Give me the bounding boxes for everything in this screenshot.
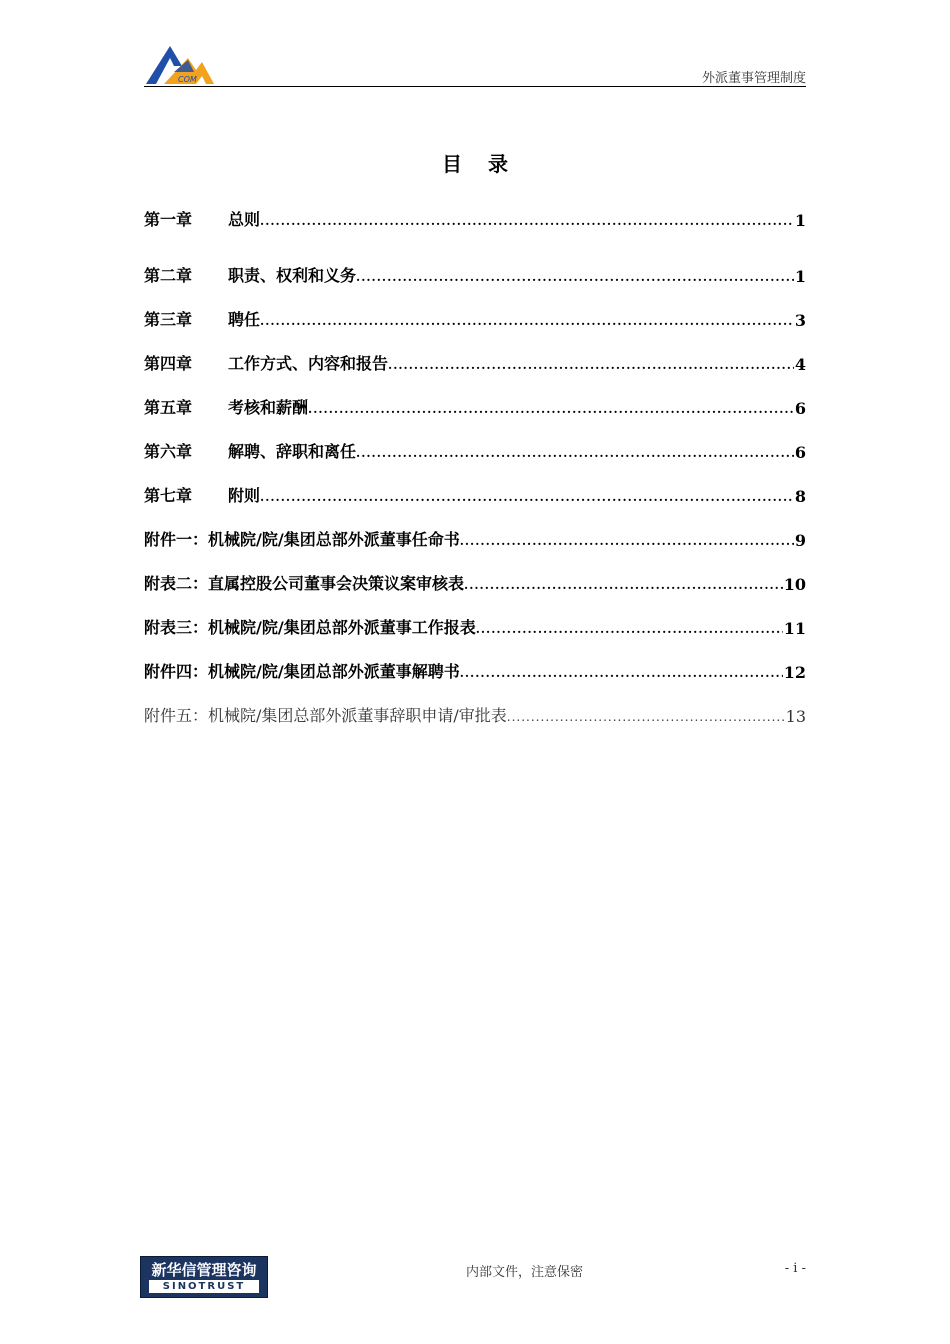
toc-leader-dots	[388, 359, 794, 374]
toc-chapter: 第五章	[144, 398, 193, 417]
toc-leader-dots	[260, 215, 794, 230]
toc-entry-8[interactable]	[144, 524, 806, 550]
toc-chapter: 第四章	[144, 354, 193, 373]
footer-logo-cn: 新华信管理咨询	[151, 1261, 257, 1279]
toc-leader-dots	[460, 667, 783, 682]
toc-entry-7[interactable]	[144, 480, 806, 506]
toc-page-number: 6	[794, 443, 806, 462]
footer-confidential-note: 内部文件，注意保密	[466, 1265, 584, 1280]
toc-leader-dots	[464, 579, 783, 594]
toc-entry-title: 附件五：机械院/集团总部外派董事辞职申请/审批表	[144, 706, 507, 725]
header-title: 外派董事管理制度	[701, 71, 806, 86]
toc-page-number: 6	[794, 399, 806, 418]
toc-entry-6[interactable]	[144, 436, 806, 462]
toc-chapter: 第七章	[144, 486, 193, 505]
toc-entry-3[interactable]	[144, 304, 806, 330]
toc-entry-11[interactable]	[144, 656, 806, 682]
toc-entry-9[interactable]	[144, 568, 806, 594]
toc-leader-dots	[507, 711, 785, 726]
toc-entry-2[interactable]	[144, 260, 806, 286]
toc-leader-dots	[460, 535, 794, 550]
toc-leader-dots	[260, 315, 794, 330]
mountain-com-logo-icon	[144, 42, 216, 86]
toc-page-number: 9	[794, 531, 806, 550]
page-header	[144, 40, 806, 87]
toc-leader-dots	[308, 403, 794, 418]
toc-page-number: 8	[794, 487, 806, 506]
toc-page-number: 13	[785, 707, 806, 726]
toc-entry-5[interactable]	[144, 392, 806, 418]
toc-page-number: 1	[794, 267, 806, 286]
toc-leader-dots	[476, 623, 783, 638]
toc-page-number: 1	[794, 211, 806, 230]
toc-entry-10[interactable]	[144, 612, 806, 638]
toc-chapter: 第六章	[144, 442, 193, 461]
toc-entry-title: 附表二：直属控股公司董事会决策议案审核表	[144, 574, 465, 593]
toc-entry-title: 考核和薪酬	[228, 398, 309, 417]
toc-entry-title: 解聘、辞职和离任	[228, 442, 357, 461]
toc-page-number: 11	[783, 619, 806, 638]
toc-entry-title: 附表三：机械院/院/集团总部外派董事工作报表	[144, 618, 476, 637]
toc-entry-4[interactable]	[144, 348, 806, 374]
toc-entry-title: 附件一：机械院/院/集团总部外派董事任命书	[144, 530, 460, 549]
toc-chapter: 第三章	[144, 310, 193, 329]
footer-page-number: - i -	[784, 1261, 806, 1276]
toc-entry-title: 总则	[228, 210, 261, 229]
toc-page-number: 10	[783, 575, 806, 594]
logo-text: COM	[178, 75, 197, 84]
toc-entry-title: 附件四：机械院/院/集团总部外派董事解聘书	[144, 662, 460, 681]
sinotrust-logo	[140, 1256, 268, 1298]
toc-entry-1[interactable]	[144, 204, 806, 230]
toc-entry-title: 附则	[228, 486, 261, 505]
toc-title: 目录	[442, 152, 534, 176]
toc-leader-dots	[356, 271, 794, 286]
toc-entry-title: 工作方式、内容和报告	[228, 354, 389, 373]
toc-chapter: 第一章	[144, 210, 193, 229]
toc-chapter: 第二章	[144, 266, 193, 285]
toc-page-number: 4	[794, 355, 806, 374]
toc-leader-dots	[356, 447, 794, 462]
toc-page-number: 3	[794, 311, 806, 330]
page-footer	[140, 1256, 806, 1300]
toc-entry-12[interactable]	[144, 700, 806, 726]
toc-leader-dots	[260, 491, 794, 506]
toc-page-number: 12	[783, 663, 806, 682]
toc-entry-title: 职责、权利和义务	[228, 266, 357, 285]
footer-logo-en: SINOTRUST	[149, 1280, 259, 1293]
toc-entry-title: 聘任	[228, 310, 261, 329]
